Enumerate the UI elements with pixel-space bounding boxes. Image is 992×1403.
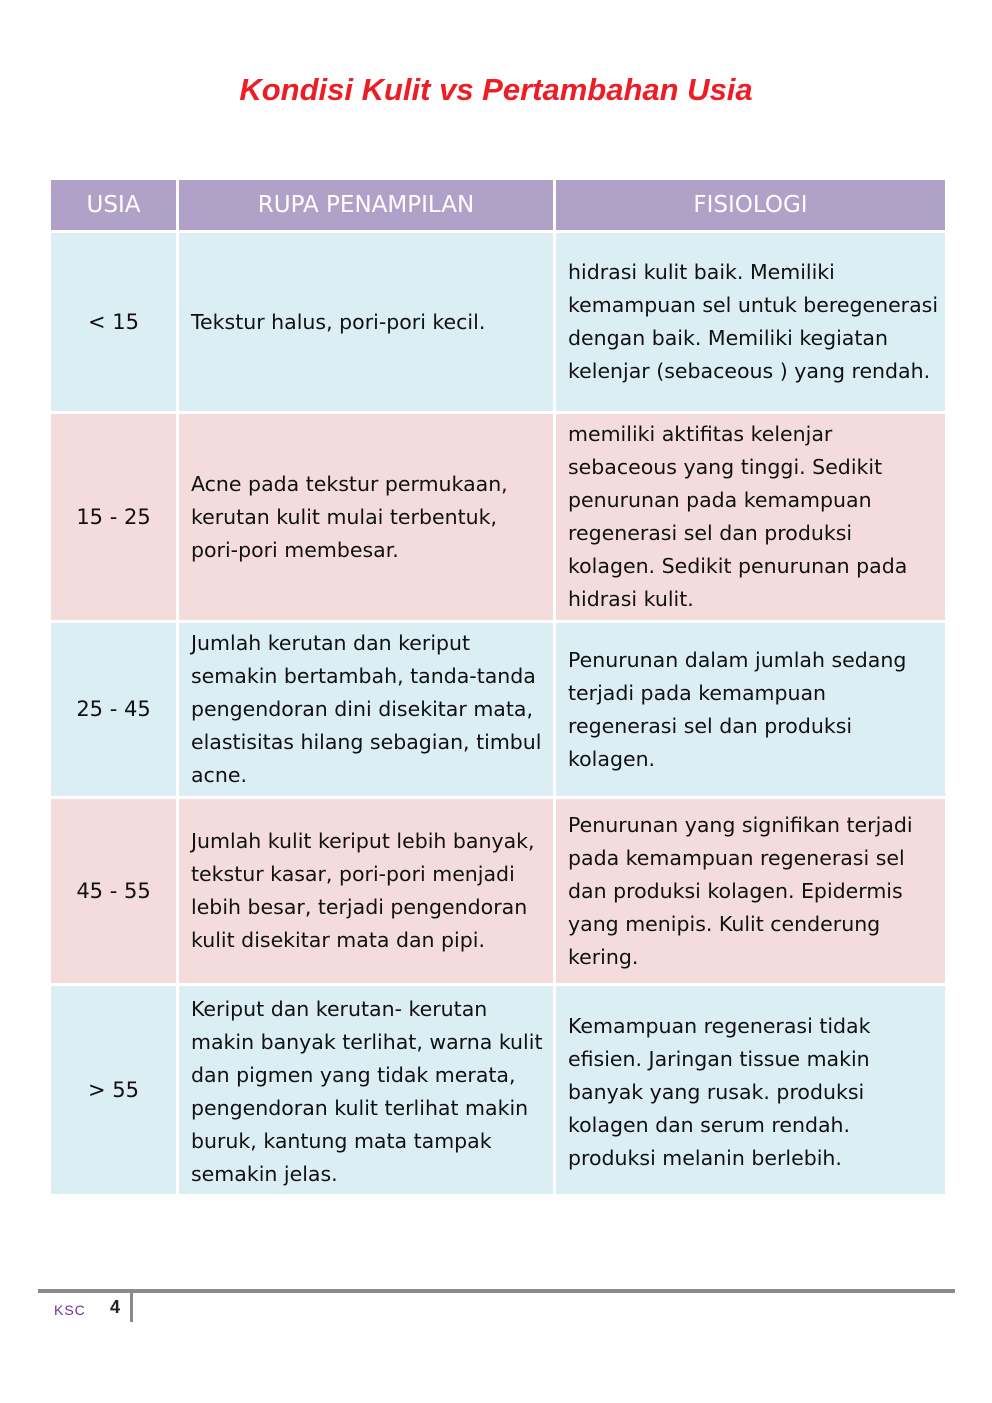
appearance-cell: Jumlah kerutan dan keriput semakin bertambah, tanda-tanda pengendoran dini disekitar mata, elastisitas hilang sebagian, timbul acne. [179, 623, 553, 799]
table-row [51, 623, 945, 799]
physiology-cell: Penurunan yang signifikan terjadi pada kemampuan regenerasi sel dan produksi kolagen. Epidermis yang menipis. Kulit cenderung kering. [556, 799, 945, 986]
page-number: 4 [110, 1297, 121, 1317]
table-row [51, 986, 945, 1194]
header-rupa-penampilan: RUPA PENAMPILAN [179, 180, 553, 233]
age-cell: < 15 [51, 233, 176, 414]
table-row [51, 799, 945, 986]
header-fisiologi: FISIOLOGI [556, 180, 945, 233]
table-row [51, 414, 945, 623]
physiology-cell: memiliki aktifitas kelenjar sebaceous yang tinggi. Sedikit penurunan pada kemampuan regenerasi sel dan produksi kolagen. Sedikit penurunan pada hidrasi kulit. [556, 414, 945, 623]
appearance-cell: Tekstur halus, pori-pori kecil. [179, 233, 553, 414]
age-cell: 25 - 45 [51, 623, 176, 799]
appearance-cell: Keriput dan kerutan- kerutan makin banyak terlihat, warna kulit dan pigmen yang tidak merata, pengendoran kulit terlihat makin buruk, kantung mata tampak semakin jelas. [179, 986, 553, 1194]
physiology-cell: hidrasi kulit baik. Memiliki kemampuan sel untuk beregenerasi dengan baik. Memiliki kegiatan kelenjar (sebaceous ) yang rendah. [556, 233, 945, 414]
footer-label: KSC [54, 1302, 86, 1318]
appearance-cell: Jumlah kulit keriput lebih banyak, tekstur kasar, pori-pori menjadi lebih besar, terjadi pengendoran kulit disekitar mata dan pipi. [179, 799, 553, 986]
table-row [51, 233, 945, 414]
skin-condition-table [48, 180, 948, 1194]
footer-vertical-bar [130, 1293, 133, 1322]
age-cell: > 55 [51, 986, 176, 1194]
table-header-row [51, 180, 945, 233]
page-title: Kondisi Kulit vs Pertambahan Usia [239, 72, 753, 107]
footer-divider [38, 1289, 955, 1293]
physiology-cell: Kemampuan regenerasi tidak efisien. Jaringan tissue makin banyak yang rusak. produksi kolagen dan serum rendah. produksi melanin berlebih. [556, 986, 945, 1194]
age-cell: 45 - 55 [51, 799, 176, 986]
appearance-cell: Acne pada tekstur permukaan, kerutan kulit mulai terbentuk, pori-pori membesar. [179, 414, 553, 623]
age-cell: 15 - 25 [51, 414, 176, 623]
physiology-cell: Penurunan dalam jumlah sedang terjadi pada kemampuan regenerasi sel dan produksi kolagen. [556, 623, 945, 799]
header-usia: USIA [51, 180, 176, 233]
